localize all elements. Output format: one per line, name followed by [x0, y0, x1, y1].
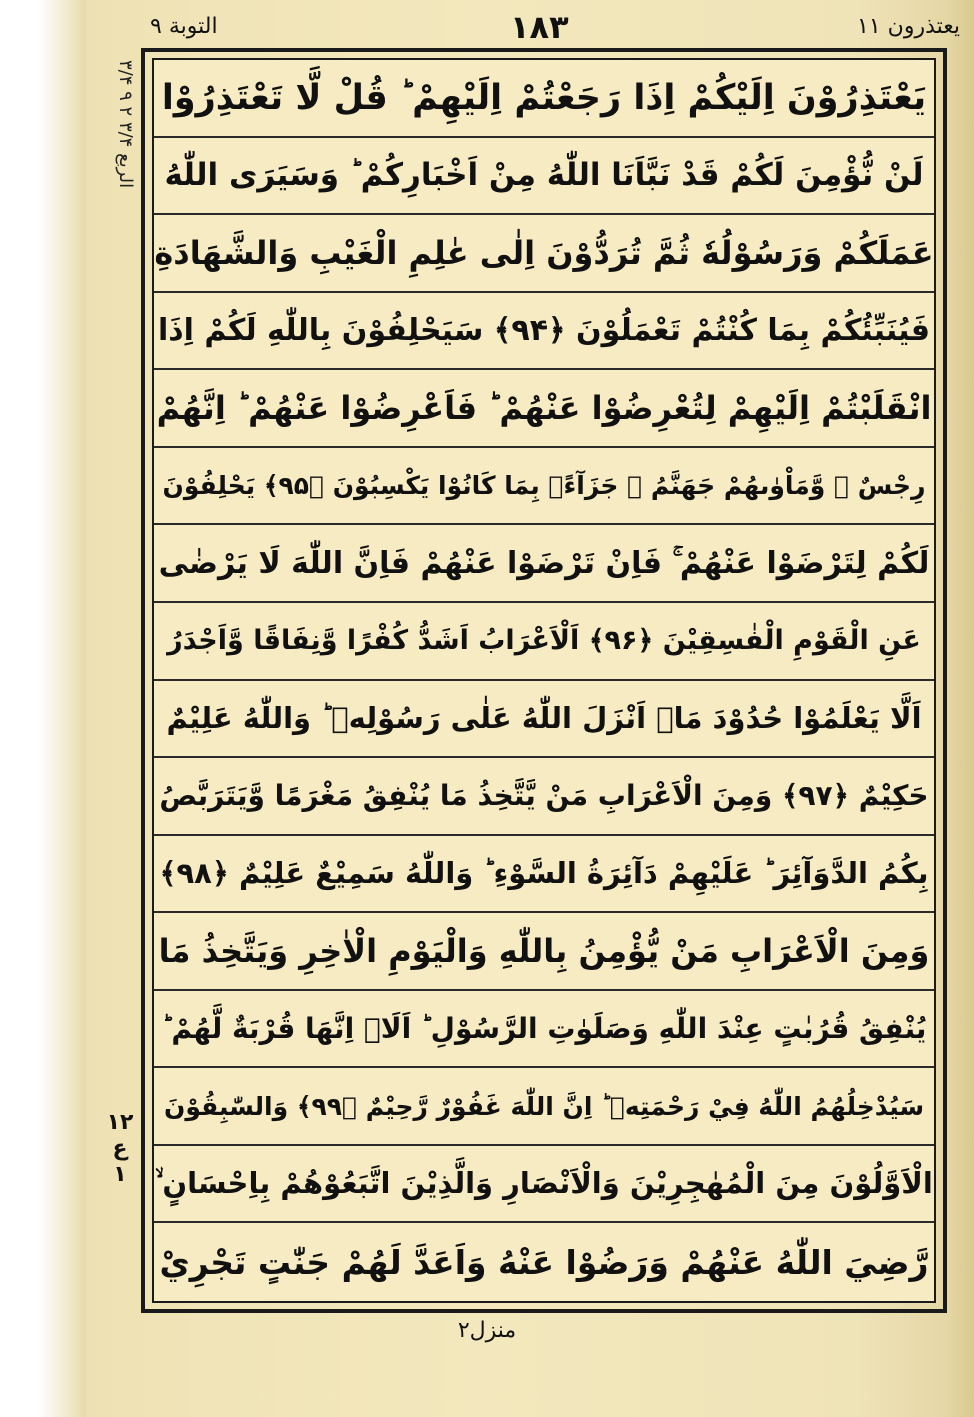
page-number: ١٨٣ [510, 8, 569, 46]
manzil-label: منزل٢ [457, 1318, 517, 1343]
text-line: عَنِ الْقَوْمِ الْفٰسِقِيْنَ ﴿۹۶﴾ اَلْاَعْرَابُ اَشَدُّ كُفْرًا وَّنِفَاقًا وَّاَجْدَرُ [154, 603, 934, 681]
juz-name: يعتذرون ١١ [857, 14, 960, 39]
left-margin [0, 0, 86, 1417]
surah-name: التوبة ۹ [150, 14, 218, 39]
text-line: لَنْ نُّؤْمِنَ لَكُمْ قَدْ نَبَّاَنَا اللّٰهُ مِنْ اَخْبَارِكُمْ ؕ وَسَيَرَى اللّٰهُ [154, 138, 934, 216]
text-line: عَمَلَكُمْ وَرَسُوْلُهٗ ثُمَّ تُرَدُّوْنَ اِلٰى عٰلِمِ الْغَيْبِ وَالشَّهَادَةِ [154, 215, 934, 293]
text-line: رِجْسٌ ؗ وَّمَاْوٰىهُمْ جَهَنَّمُ ۚ جَزَآءًۢ بِمَا كَانُوْا يَكْسِبُوْنَ ﴿۹۵﴾ يَحْلِفُوْنَ [154, 448, 934, 526]
right-margin [950, 0, 974, 1417]
text-line: وَمِنَ الْاَعْرَابِ مَنْ يُّؤْمِنُ بِاللّٰهِ وَالْيَوْمِ الْاٰخِرِ وَيَتَّخِذُ مَا [154, 913, 934, 991]
ruku-index: ١ [113, 1162, 127, 1187]
page-header [0, 8, 974, 48]
text-line: سَيُدْخِلُهُمُ اللّٰهُ فِيْ رَحْمَتِهٖ ؕ اِنَّ اللّٰهَ غَفُوْرٌ رَّحِيْمٌ ﴿۹۹﴾ وَالسّٰبِقُوْنَ [154, 1068, 934, 1146]
text-line: الْاَوَّلُوْنَ مِنَ الْمُهٰجِرِيْنَ وَالْاَنْصَارِ وَالَّذِيْنَ اتَّبَعُوْهُمْ بِاِحْسَانٍ ۙ [154, 1146, 934, 1224]
text-line: لَكُمْ لِتَرْضَوْا عَنْهُمْ ۚ فَاِنْ تَرْضَوْا عَنْهُمْ فَاِنَّ اللّٰهَ لَا يَرْضٰى [154, 525, 934, 603]
margin-note: الربع ۳/۴ ۲ ۹ ۳/۴ [115, 60, 136, 189]
ruku-letter: ع [112, 1136, 128, 1161]
text-lines [154, 60, 934, 1301]
text-line: انْقَلَبْتُمْ اِلَيْهِمْ لِتُعْرِضُوْا عَنْهُمْ ؕ فَاَعْرِضُوْا عَنْهُمْ ؕ اِنَّهُمْ [154, 370, 934, 448]
text-line: يُنْفِقُ قُرُبٰتٍ عِنْدَ اللّٰهِ وَصَلَوٰتِ الرَّسُوْلِ ؕ اَلَاۤ اِنَّهَا قُرْبَةٌ لَّهُمْ ؕ [154, 991, 934, 1069]
text-frame [152, 58, 936, 1303]
text-line: فَيُنَبِّئُكُمْ بِمَا كُنْتُمْ تَعْمَلُوْنَ ﴿۹۴﴾ سَيَحْلِفُوْنَ بِاللّٰهِ لَكُمْ اِذَا [154, 293, 934, 371]
text-line: رَّضِيَ اللّٰهُ عَنْهُمْ وَرَضُوْا عَنْهُ وَاَعَدَّ لَهُمْ جَنّٰتٍ تَجْرِيْ [159, 1242, 929, 1282]
text-line: بِكُمُ الدَّوَآئِرَ ؕ عَلَيْهِمْ دَآئِرَةُ السَّوْءِ ؕ وَاللّٰهُ سَمِيْعٌ عَلِيْمٌ ﴿۹۸﴾ [154, 836, 934, 914]
ruku-number: ١٢ [106, 1110, 134, 1135]
ruku-marker [100, 1110, 140, 1188]
text-line: يَعْتَذِرُوْنَ اِلَيْكُمْ اِذَا رَجَعْتُمْ اِلَيْهِمْ ؕ قُلْ لَّا تَعْتَذِرُوْا [154, 60, 934, 138]
text-line: اَلَّا يَعْلَمُوْا حُدُوْدَ مَاۤ اَنْزَلَ اللّٰهُ عَلٰى رَسُوْلِهٖ ؕ وَاللّٰهُ عَلِيْمٌ [154, 681, 934, 759]
text-line: حَكِيْمٌ ﴿۹۷﴾ وَمِنَ الْاَعْرَابِ مَنْ يَّتَّخِذُ مَا يُنْفِقُ مَغْرَمًا وَّيَتَرَبَّصُ [154, 758, 934, 836]
